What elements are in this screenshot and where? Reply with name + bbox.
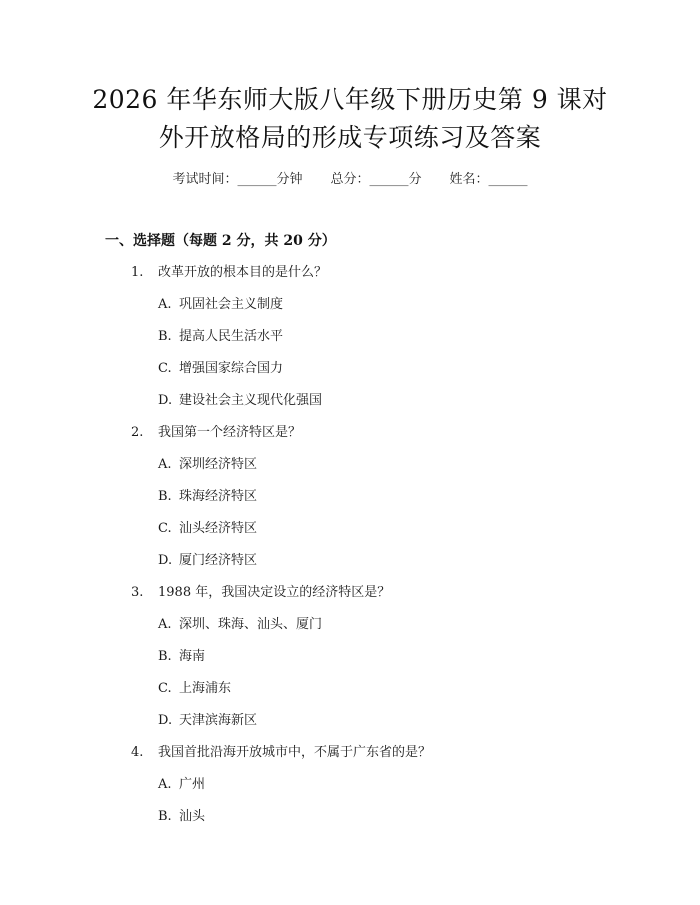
exam-time-field: 考试时间：______分钟 (172, 172, 303, 187)
option-label: D. (158, 393, 173, 408)
option-text: 巩固社会主义制度 (179, 297, 284, 312)
question-2-option-d (158, 549, 257, 568)
option-label: B. (158, 329, 172, 344)
question-1 (131, 261, 327, 280)
option-text: 深圳、珠海、汕头、厦门 (179, 617, 323, 632)
option-label: C. (158, 361, 172, 376)
student-name-field: 姓名：______ (449, 172, 528, 187)
option-text: 提高人民生活水平 (179, 329, 284, 344)
option-text: 珠海经济特区 (179, 489, 258, 504)
option-text: 上海浦东 (179, 681, 232, 696)
option-text: 汕头经济特区 (179, 521, 258, 536)
question-2-option-b (158, 485, 257, 504)
question-3-option-a (158, 613, 322, 632)
question-number: 2. (131, 425, 144, 440)
option-label: B. (158, 809, 172, 824)
question-number: 1. (131, 265, 144, 280)
question-3-option-c (158, 677, 231, 696)
option-label: D. (158, 713, 173, 728)
option-label: C. (158, 681, 172, 696)
option-label: B. (158, 489, 172, 504)
section-heading-multiple-choice: 一、选择题（每题 2 分，共 20 分） (105, 233, 336, 249)
question-text: 我国第一个经济特区是？ (158, 425, 302, 440)
question-1-option-c (158, 357, 283, 376)
option-text: 增强国家综合国力 (179, 361, 284, 376)
option-text: 汕头 (179, 809, 206, 824)
question-4-option-a (158, 773, 205, 792)
page-title-line-1: 2026 年华东师大版八年级下册历史第 9 课对 (92, 85, 608, 114)
option-label: B. (158, 649, 172, 664)
option-text: 广州 (179, 777, 206, 792)
question-3-option-d (158, 709, 257, 728)
question-text: 我国首批沿海开放城市中，不属于广东省的是？ (158, 745, 432, 760)
option-label: A. (158, 777, 172, 792)
option-text: 天津滨海新区 (179, 713, 258, 728)
option-text: 深圳经济特区 (179, 457, 258, 472)
option-label: C. (158, 521, 172, 536)
option-label: A. (158, 297, 172, 312)
question-text: 1988 年，我国决定设立的经济特区是？ (158, 585, 391, 600)
question-3 (131, 581, 390, 600)
option-label: A. (158, 457, 172, 472)
question-3-option-b (158, 645, 205, 664)
question-2-option-a (158, 453, 257, 472)
option-text: 厦门经济特区 (179, 553, 258, 568)
question-1-option-a (158, 293, 283, 312)
option-text: 海南 (179, 649, 206, 664)
question-number: 3. (131, 585, 144, 600)
question-1-option-d (158, 389, 322, 408)
question-4-option-b (158, 805, 205, 824)
page-title-line-2: 外开放格局的形成专项练习及答案 (158, 123, 542, 152)
option-text: 建设社会主义现代化强国 (179, 393, 323, 408)
question-1-option-b (158, 325, 283, 344)
exam-info (0, 168, 700, 187)
question-2-option-c (158, 517, 257, 536)
question-number: 4. (131, 745, 144, 760)
question-2 (131, 421, 301, 440)
option-label: D. (158, 553, 173, 568)
option-label: A. (158, 617, 172, 632)
question-4 (131, 741, 431, 760)
total-score-field: 总分：______分 (330, 172, 422, 187)
question-text: 改革开放的根本目的是什么？ (158, 265, 328, 280)
